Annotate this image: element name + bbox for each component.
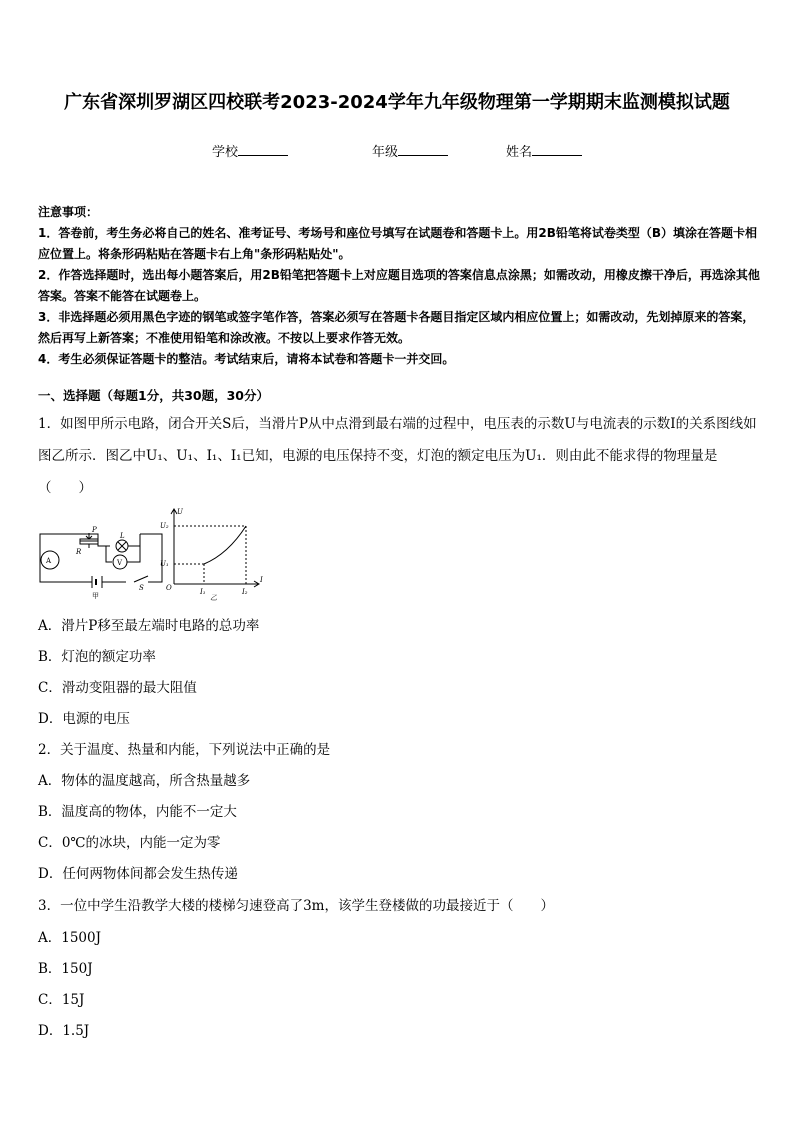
question-2-option: D．任何两物体间都会发生热传递 (38, 866, 238, 882)
u-top-label: U₂ (160, 522, 169, 530)
lamp-label: L (120, 532, 125, 540)
ui-curve (204, 526, 246, 564)
question-3-option: D．1.5J (38, 1023, 90, 1039)
circuit-caption: 甲 (92, 592, 99, 600)
question-2-option: B．温度高的物体，内能不一定大 (38, 804, 237, 820)
ammeter-label: A (46, 557, 52, 565)
notes-heading: 注意事项： (38, 205, 99, 219)
u-low-label: U₁ (160, 560, 169, 568)
question-3-stem: 3．一位中学生沿教学大楼的楼梯匀速登高了3m，该学生登楼做的功最接近于（ ） (38, 898, 554, 914)
question-3-option: C．15J (38, 992, 85, 1008)
question-1-option: B．灯泡的额定功率 (38, 649, 156, 665)
school-label: 学校 (212, 145, 239, 160)
name-field (506, 141, 582, 160)
voltmeter-label: V (117, 559, 123, 567)
school-blank (238, 143, 288, 156)
ui-graph (171, 509, 259, 587)
i-top-label: I₂ (242, 588, 248, 596)
name-blank (532, 143, 582, 156)
page-title: 广东省深圳罗湖区四校联考2023-2024学年九年级物理第一学期期末监测模拟试题 (64, 92, 730, 113)
school-field (212, 141, 288, 160)
question-1-option: D．电源的电压 (38, 711, 130, 727)
graph-caption: 乙 (210, 594, 217, 602)
slider-label: P (92, 526, 97, 534)
question-1-figure (36, 504, 276, 604)
question-2-stem: 2．关于温度、热量和内能，下列说法中正确的是 (38, 742, 331, 758)
grade-field (372, 141, 448, 160)
notes-block (38, 202, 760, 370)
note-item: 1．答卷前，考生务必将自己的姓名、准考证号、考场号和座位号填写在试题卷和答题卡上。用2B铅笔将试卷类型（B）填涂在答题卡相应位置上。将条形码粘贴在答题卡右上角"条形码粘贴处"。 (38, 226, 757, 261)
i-low-label: I₁ (200, 588, 206, 596)
grade-label: 年级 (372, 145, 399, 160)
note-item: 3．非选择题必须用黑色字迹的钢笔或签字笔作答，答案必须写在答题卡各题目指定区域内相应位置上；如需改动，先划掉原来的答案，然后再写上新答案；不准使用铅笔和涂改液。不按以上要求作答无效。 (38, 310, 755, 345)
question-3-option: B．150J (38, 961, 93, 977)
rheostat-label: R (76, 548, 82, 556)
name-label: 姓名 (506, 145, 533, 160)
origin-label: O (166, 584, 172, 592)
question-1-option: A．滑片P移至最左端时电路的总功率 (38, 618, 260, 634)
y-axis-label: U (177, 508, 183, 516)
question-3-option: A．1500J (38, 930, 102, 946)
question-2-option: C．0℃的冰块，内能一定为零 (38, 835, 221, 851)
question-1-stem: 1．如图甲所示电路，闭合开关S后，当滑片P从中点滑到最右端的过程中，电压表的示数U与电流表的示数I的关系图线如图乙所示．图乙中U₁、U₁、I₁、I₁已知，电源的电压保持不变，灯泡的额定电压为U₁．则由此不能求得的物理量是（ ） (38, 416, 757, 496)
note-item: 4．考生必须保证答题卡的整洁。考试结束后，请将本试卷和答题卡一并交回。 (38, 352, 455, 366)
switch-label: S (139, 584, 144, 592)
question-1-option: C．滑动变阻器的最大阻值 (38, 680, 197, 696)
grade-blank (398, 143, 448, 156)
section-heading: 一、选择题（每题1分，共30题，30分） (38, 388, 269, 403)
x-axis-label: I (260, 576, 263, 584)
note-item: 2．作答选择题时，选出每小题答案后，用2B铅笔把答题卡上对应题目选项的答案信息点涂黑；如需改动，用橡皮擦干净后，再选涂其他答案。答案不能答在试题卷上。 (38, 268, 760, 303)
circuit-diagram (40, 533, 162, 588)
question-2-option: A．物体的温度越高，所含热量越多 (38, 773, 251, 789)
